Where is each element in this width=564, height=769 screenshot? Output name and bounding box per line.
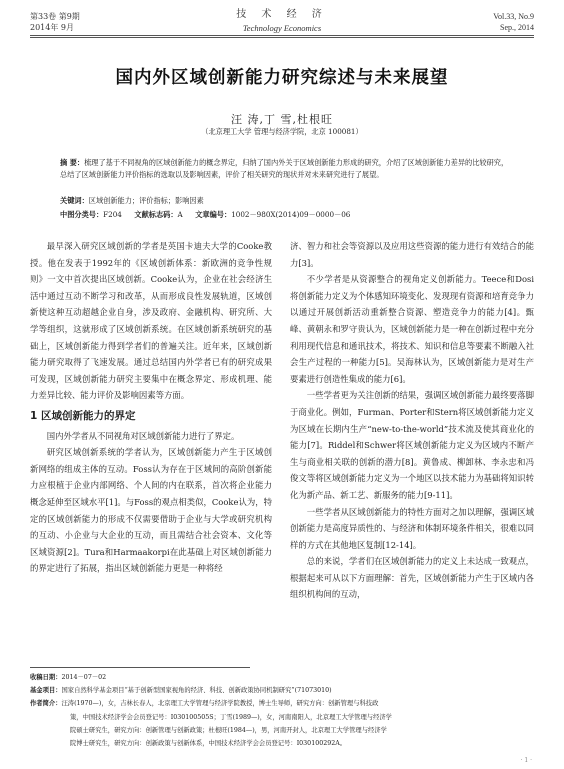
right-column: [290, 238, 534, 603]
classification-line: [60, 210, 520, 220]
received-value: 2014－07－02: [61, 674, 107, 681]
author-list: 汪 涛,丁 雪,杜根旺: [231, 113, 333, 126]
footnote-rule: [30, 667, 250, 668]
author-bio-label: 作者简介：: [30, 700, 62, 708]
keywords-label: 关键词：: [60, 196, 89, 205]
abstract-label: 摘 要：: [60, 158, 85, 167]
section-heading-1: 1 区域创新能力的界定: [30, 409, 136, 422]
intro-paragraph: 最早深入研究区域创新的学者是英国卡迪夫大学的Cooke教授。他在发表于1992年的《区域创新体系：新欧洲的竞争性规则》一文中首次提出区域创新。Cooke认为，企业在社会经济生活中通过互动不断学习和改革，从而形成良性发展轨道，区域创新使这种互动超越企业自身，涉及政府、金融机构、研究所、大学等组织，这就形成了区域创新系统。在区域创新系统研究的基础上，区域创新能力得到学者们的普遍关注。近年来，区域创新能力研究取得了飞速发展。通过总结国内外学者已有的研究成果可发现，区域创新能力研究主要集中在概念界定、形成机理、能力差异比较、能力评价及影响因素等方面。: [30, 241, 272, 401]
keywords-line: [60, 196, 520, 206]
author-bio-line-1: 汪涛(1970—)，女，吉林长春人，北京理工大学管理与经济学院教授，博士生导师，研究方向：创新管理与科技政: [61, 700, 379, 708]
fund-info: [30, 684, 536, 697]
journal-name-en: Technology Economics: [242, 23, 322, 33]
issue-date: 2014年 9月: [30, 23, 74, 32]
author-bio-line-4: 院博士研究生，研究方向：创新政策与创新体系，中国技术经济学会会员登记号：I030100292A。: [70, 740, 347, 748]
article-no-value: 1002－980X(2014)09－0000－06: [231, 210, 351, 219]
footnote: [30, 671, 536, 750]
issue-date-en: Sep., 2014: [500, 23, 534, 32]
received-label: 收稿日期：: [30, 674, 62, 681]
abstract-text: 梳理了基于不同视角的区域创新能力的概念界定，归纳了国内外关于区域创新能力形成的研究，介绍了区域创新能力差异的比较研究，总结了区域创新能力评价指标的选取以及影响因素，评价了相关研究的现状并对未来研究进行了展望。: [60, 158, 509, 180]
right-paragraph-1: 济、智力和社会等资源以及应用这些资源的能力进行有效结合的能力[3]。: [290, 241, 534, 268]
right-paragraph-2: 不少学者是从资源整合的视角定义创新能力。Teece和Dosi将创新能力定义为个体感知环境变化、发现现有资源和培育竞争力以通过开展创新活动重新整合资源、塑造竞争力的能力[4]。甄峰、黄朝永和罗守贵认为，区域创新能力是一种在创新过程中充分利用现代信息和通讯技术，将技术、知识和信息等要素不断融入社会生产过程的一种能力[5]。吴海林认为，区域创新能力是对生产要素进行创造性集成的能力[6]。: [290, 274, 534, 384]
right-paragraph-4: 一些学者从区域创新能力的特性方面对之加以理解，强调区域创新能力是高度异质性的、与经济和体制环境条件相关，很难以同样的方式在其他地区复制[12-14]。: [290, 506, 534, 550]
author-bio-line-2: 策，中国技术经济学会会员登记号：I030100505S；丁雪(1989—)，女，河南南阳人，北京理工大学管理与经济学: [70, 713, 392, 721]
volume-issue-en: Vol.33, No.9: [493, 12, 534, 21]
cls-value: F204: [103, 210, 122, 219]
abstract: [60, 157, 510, 182]
volume-issue: 第33卷 第9期: [30, 12, 80, 21]
header-rule: [30, 35, 534, 36]
author-bio-line-3: 院硕士研究生，研究方向：创新管理与创新政策；杜根旺(1984—)，男，河南开封人，北京理工大学管理与经济学: [70, 726, 387, 734]
left-column: [30, 238, 272, 577]
header-rule-thin: [30, 37, 534, 38]
doc-value: A: [177, 210, 183, 219]
affiliation: （北京理工大学 管理与经济学院，北京 100081）: [201, 127, 363, 136]
journal-name-cn: 技 术 经 济: [236, 9, 328, 20]
author-bio: [30, 697, 536, 710]
keywords-text: 区域创新能力；评价指标；影响因素: [88, 196, 204, 205]
article-no-label: 文章编号：: [195, 210, 232, 219]
section1-paragraph-2: 研究区域创新系统的学者认为，区域创新能力产生于区域创新网络的组成主体的互动。Foss认为存在于区域间的高阶创新能力应根植于企业内部网络、个人间的内在联系，首次将企业能力概念延伸至区域水平[1]。与Foss的观点相类似，Cooke认为，特定的区域创新能力的形成不仅需要借助于企业与大学或研究机构的互动、小企业与大企业的互动，而且需结合社会资本、文化等区域资源[2]。Tura和Harmaakorpi在此基础上对区域创新能力的界定进行了拓展，指出区域创新能力更是一种将经: [30, 447, 272, 574]
paper-title: 国内外区域创新能力研究综述与未来展望: [115, 68, 449, 88]
cls-label: 中图分类号：: [60, 210, 104, 219]
fund-value: 国家自然科学基金项目“基于创新型国家视角的经济、科技、创新政策协同机制研究”(71073010): [61, 687, 332, 695]
fund-label: 基金项目：: [30, 687, 62, 695]
page-number: · 1 ·: [520, 757, 532, 764]
right-paragraph-3: 一些学者更为关注创新的结果，强调区域创新能力最终要落脚于商业化。例如，Furman、Porter和Stern将区域创新能力定义为区域在长期内生产“new-to-the-world”技术流及使其商业化的能力[7]。Riddel和Schwer将区域创新能力定义为区域内不断产生与商业相关联的创新的潜力[8]。黄鲁成、柳卸林、李永忠和冯俊文等将区域创新能力定义为一个地区以技术能力为基础将知识转化为新产品、新工艺、新服务的能力[9-11]。: [290, 390, 534, 500]
received-date: [30, 671, 536, 684]
doc-label: 文献标志码：: [134, 210, 178, 219]
right-paragraph-5: 总的来说，学者们在区域创新能力的定义上未达成一致观点，根据起来可从以下方面理解：首先，区域创新能力产生于区域内各组织机构间的互动，: [290, 556, 534, 600]
section1-paragraph-1: 国内外学者从不同视角对区域创新能力进行了界定。: [46, 430, 240, 441]
